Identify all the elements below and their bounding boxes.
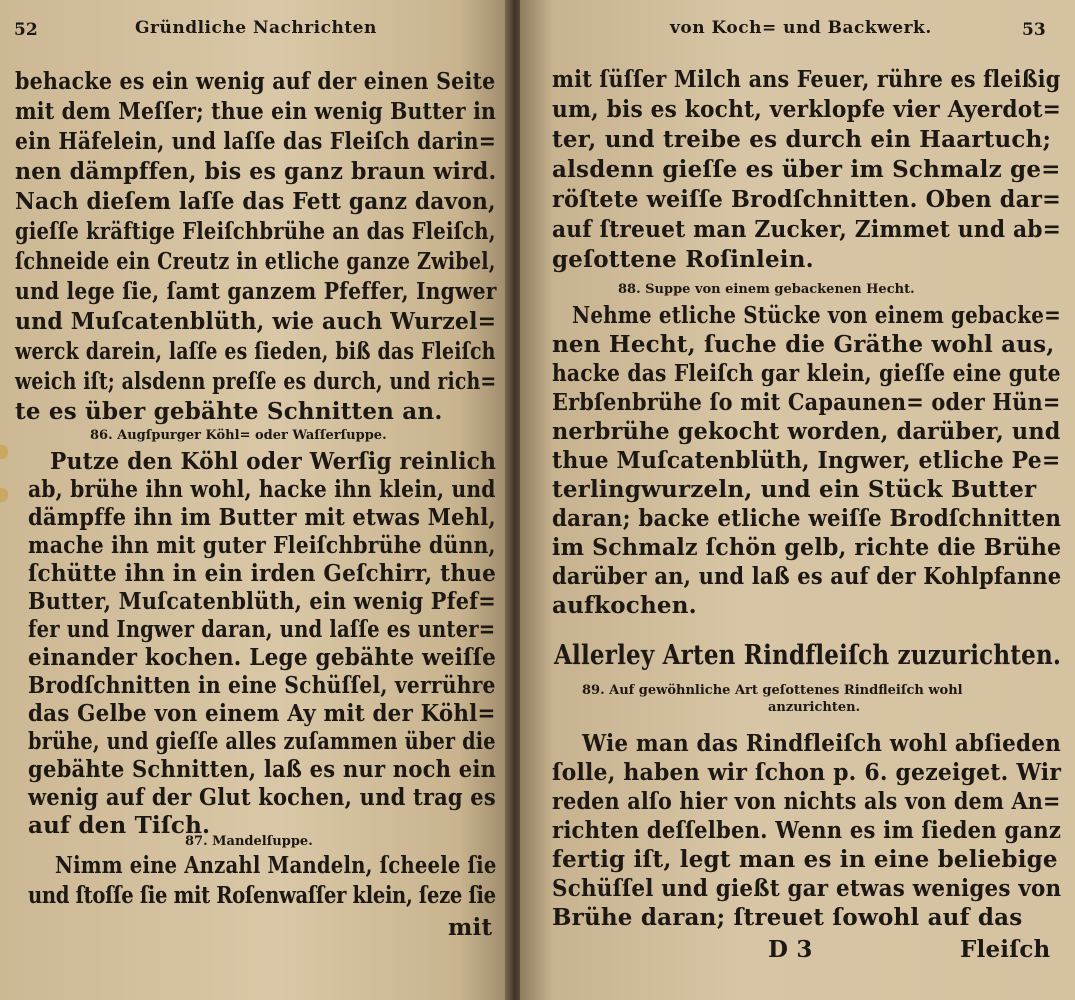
text-line: nerbrühe gekocht worden, darüber, und: [552, 418, 1061, 445]
text-line: alsdenn gieſſe es über im Schmalz ge=: [552, 156, 1061, 183]
right-page-number: 53: [1022, 20, 1046, 40]
left-running-head: Gründliche Nachrichten: [135, 18, 377, 38]
text-line: um, bis es kocht, verklopfe vier Ayerdot=: [552, 96, 1062, 123]
text-line: mit ſüſſer Milch ans Feuer, rühre es fleißig: [552, 66, 1061, 93]
text-line: gieſſe kräftige Fleiſchbrühe an das Fleiſch,: [15, 218, 496, 245]
catchword: Fleiſch: [960, 936, 1051, 963]
text-line: geſottene Roſinlein.: [552, 246, 814, 273]
text-line: Brodſchnitten in eine Schüſſel, verrühre: [28, 672, 496, 699]
recipe-86-heading: 86. Augſpurger Köhl= oder Waſſerſuppe.: [90, 428, 387, 443]
text-line: auf ſtreuet man Zucker, Zimmet und ab=: [552, 216, 1062, 243]
page-tab-marker: [0, 488, 8, 502]
recipe-89-heading-cont: anzurichten.: [768, 700, 861, 715]
text-line: im Schmalz ſchön gelb, richte die Brühe: [552, 534, 1062, 561]
signature-mark: D 3: [768, 936, 813, 963]
text-line: daran; backe etliche weiſſe Brodſchnitten: [552, 505, 1062, 532]
recipe-87-heading: 87. Mandelſuppe.: [185, 834, 313, 849]
text-line: ein Häfelein, und laſſe das Fleiſch darin=: [15, 128, 497, 155]
text-line: ſolle, haben wir ſchon p. 6. gezeiget. Wir: [552, 759, 1062, 786]
recipe-88-heading: 88. Suppe von einem gebackenen Hecht.: [618, 282, 915, 297]
text-line: Erbſenbrühe ſo mit Capaunen= oder Hün=: [552, 389, 1061, 416]
text-line: mit dem Meſſer; thue ein wenig Butter in: [15, 98, 497, 125]
text-line: terlingwurzeln, und ein Stück Butter: [552, 476, 1037, 503]
text-line: fer und Ingwer daran, und laſſe es unter=: [28, 616, 496, 643]
text-line: behacke es ein wenig auf der einen Seite: [15, 68, 496, 95]
text-line: te es über gebähte Schnitten an.: [15, 398, 443, 425]
text-line: mache ihn mit guter Fleiſchbrühe dünn,: [28, 532, 496, 559]
text-line: fertig iſt, legt man es in eine beliebige: [552, 846, 1058, 873]
page-tab-marker: [0, 445, 8, 459]
left-page: [0, 0, 510, 1000]
text-line: und Muſcatenblüth, wie auch Wurzel=: [15, 308, 497, 335]
text-line: dämpffe ihn im Butter mit etwas Mehl,: [28, 504, 496, 531]
text-line: ab, brühe ihn wohl, hacke ihn klein, und: [28, 476, 496, 503]
text-line: ſchütte ihn in ein irden Geſchirr, thue: [28, 560, 497, 587]
text-line: hacke das Fleiſch gar klein, gieſſe eine gute: [552, 360, 1061, 387]
section-title: Allerley Arten Rindfleiſch zuzurichten.: [554, 640, 1062, 671]
text-line: brühe, und gieſſe alles zuſammen über die: [28, 728, 496, 755]
text-line: auf den Tiſch.: [28, 812, 211, 839]
text-line: gebähte Schnitten, laß es nur noch ein: [28, 756, 497, 783]
right-running-head: von Koch= und Backwerk.: [670, 18, 932, 38]
text-line: Nehme etliche Stücke von einem gebacke=: [572, 302, 1061, 329]
text-line: Brühe daran; ſtreuet ſowohl auf das: [552, 904, 1023, 931]
text-line: ter, und treibe es durch ein Haartuch;: [552, 126, 1052, 153]
text-line: aufkochen.: [552, 592, 697, 619]
text-line: Schüſſel und gießt gar etwas weniges von: [552, 875, 1062, 902]
text-line: weich iſt; alsdenn preſſe es durch, und rich=: [15, 368, 497, 395]
text-line: nen Hecht, ſuche die Gräthe wohl aus,: [552, 331, 1055, 358]
text-line: thue Muſcatenblüth, Ingwer, etliche Pe=: [552, 447, 1061, 474]
text-line: einander kochen. Lege gebähte weiſſe: [28, 644, 497, 671]
catchword: mit: [448, 914, 493, 941]
text-line: und ſtoſſe ſie mit Roſenwaſſer klein, ſeze ſie: [28, 882, 496, 909]
text-line: darüber an, und laß es auf der Kohlpfanne: [552, 563, 1062, 590]
text-line: reden alſo hier von nichts als von dem An=: [552, 788, 1061, 815]
recipe-89-heading: 89. Auf gewöhnliche Art geſottenes Rindfleiſch wohl: [582, 683, 963, 698]
text-line: und lege ſie, ſamt ganzem Pfeffer, Ingwer: [15, 278, 497, 305]
text-line: Nimm eine Anzahl Mandeln, ſcheele ſie: [55, 852, 497, 879]
text-line: ſchneide ein Creutz in etliche ganze Zwibel,: [15, 248, 496, 275]
text-line: Butter, Muſcatenblüth, ein wenig Pfef=: [28, 588, 496, 615]
text-line: wenig auf der Glut kochen, und trag es: [28, 784, 496, 811]
left-page-number: 52: [14, 20, 38, 40]
text-line: werck darein, laſſe es ſieden, biß das Fleiſch: [15, 338, 496, 365]
text-line: röſtete weiſſe Brodſchnitten. Oben dar=: [552, 186, 1062, 213]
text-line: Nach dieſem laſſe das Fett ganz davon,: [15, 188, 496, 215]
text-line: das Gelbe von einem Ay mit der Köhl=: [28, 700, 496, 727]
text-line: nen dämpffen, bis es ganz braun wird.: [15, 158, 497, 185]
text-line: richten deſſelben. Wenn es im ſieden ganz: [552, 817, 1062, 844]
right-page: [520, 0, 1075, 1000]
text-line: Wie man das Rindfleiſch wohl abſieden: [582, 730, 1061, 757]
text-line: Putze den Köhl oder Werſig reinlich: [50, 448, 497, 475]
